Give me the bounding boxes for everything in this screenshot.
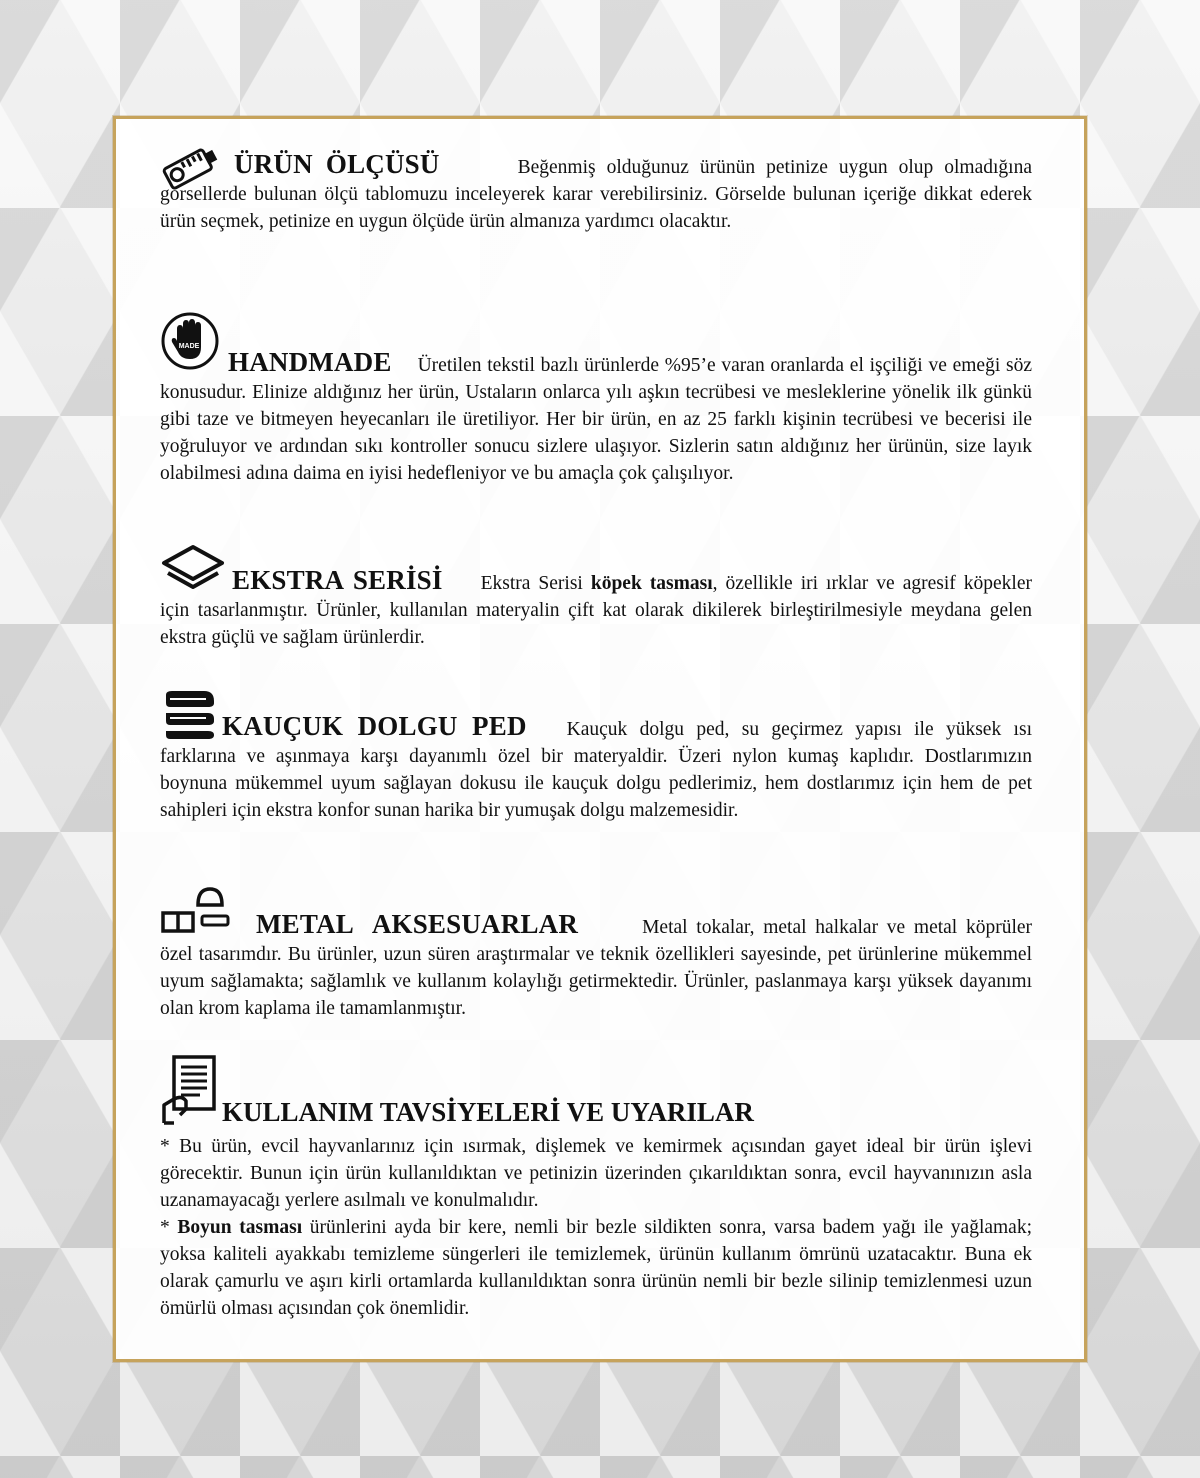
section-text bbox=[160, 687, 1032, 824]
section-ekstra-serisi bbox=[160, 543, 1032, 651]
measuring-tape-icon bbox=[160, 143, 220, 195]
section-body: Beğenmiş olduğunuz ürünün petinize uygun olup olmadığına görsellerde bulunan ölçü tablomuzu inceleyerek karar verebilirsiniz. Görselde bulunan içeriğe dikkat ederek ürün seçmek, petinize en uygun ölçüde ürün almanıza yardımcı olacaktır. bbox=[160, 157, 1032, 232]
section-body: Kauçuk dolgu ped, su geçirmez yapısı ile yüksek ısı farklarına ve aşınmaya karşı dayanımlı özel bir materyaldir. Üzeri nylon kumaş kaplıdır. Dostlarımızın boynuna mükemmel uyum sağlayan dokusu ile kauçuk dolgu pedlerimiz, hem dostlarımız için hem de pet sahipleri için ekstra konfor sunan harika bir yumuşak dolgu malzemesidir. bbox=[160, 719, 1032, 821]
section-text bbox=[160, 311, 1032, 487]
metal-buckle-icon bbox=[160, 885, 234, 937]
section-body: Üretilen tekstil bazlı ürünlerde %95’e varan oranlarda el işçiliği ve emeği söz konusudur. Elinize aldığınız her ürün, Ustaların onlarca yılı aşkın tecrübesi ve mesleklerine yönelik ilk günkü gibi taze ve bitmeyen heyecanları ile üretiliyor. Her bir ürün, en az 25 farklı kişinin tecrübesi ve becerisi ile yoğruluyor ve ardından sıkı kontroller sonucu sizlere ulaşıyor. Sizlerin satın aldığınız her ürünün, size layık olabilmesi adına daima en iyisi hedefleniyor ve bu amaçla çok çalışılıyor. bbox=[160, 355, 1032, 484]
section-heading: METAL AKSESUARLAR bbox=[256, 909, 579, 939]
padding-layers-icon bbox=[160, 687, 218, 741]
section-text bbox=[160, 543, 1032, 651]
usage-bold-term: Boyun tasması bbox=[177, 1217, 303, 1238]
usage-paragraph-2 bbox=[160, 1214, 1032, 1322]
section-heading: KAUÇUK DOLGU PED bbox=[222, 711, 527, 741]
handmade-icon-label: MADE bbox=[178, 343, 200, 350]
section-kaucuk-dolgu-ped bbox=[160, 687, 1032, 824]
info-panel bbox=[113, 116, 1087, 1362]
usage-bullet: * bbox=[160, 1217, 178, 1238]
handmade-hand-icon bbox=[160, 311, 222, 373]
section-handmade bbox=[160, 311, 1032, 487]
section-metal-aksesuarlar bbox=[160, 885, 1032, 1022]
section-heading: ÜRÜN ÖLÇÜSÜ bbox=[234, 149, 440, 179]
section-body bbox=[160, 1133, 1032, 1322]
section-heading: EKSTRA SERİSİ bbox=[232, 565, 443, 595]
section-body-bold: köpek tasması bbox=[590, 573, 713, 594]
section-heading: KULLANIM TAVSİYELERİ VE UYARILAR bbox=[222, 1097, 754, 1127]
document-hand-icon bbox=[160, 1053, 220, 1133]
section-body-start: Ekstra Serisi bbox=[480, 573, 591, 594]
section-heading: HANDMADE bbox=[228, 347, 392, 377]
layers-icon bbox=[160, 543, 226, 595]
usage-paragraph-2-text: ürünlerini ayda bir kere, nemli bir bezle sildikten sonra, varsa badem yağı ile yağlamak; yoksa kaliteli ayakkabı temizleme süngerleri ile temizlemek, ürünün kullanım ömrünü uzatacaktır. Buna ek olarak çamurlu ve aşırı kirli ortamlarda kullanıldıktan sonra ürünün nemli bir bezle silinip temizlenmesi uzun ömürlü olması açısından çok önemlidir. bbox=[160, 1217, 1033, 1319]
usage-paragraph-1: * Bu ürün, evcil hayvanlarınız için ısırmak, dişlemek ve kemirmek açısından gayet ideal bir ürün işlevi görecektir. Bunun için ürün kullanıldıktan ve petinizin üzerinden çıkarıldıktan sonra, evcil hayvanınızın asla uzanamayacağı yerlere asılmalı ve konulmalıdır. bbox=[160, 1136, 1032, 1211]
section-body: Metal tokalar, metal halkalar ve metal köprüler özel tasarımdır. Bu ürünler, uzun süren araştırmalar ve teknik özellikleri sayesinde, pet ürünlerine mükemmel uyum sağlamakta; sağlamlık ve kullanım kolaylığı getirmektedir. Ürünler, paslanmaya karşı yüksek dayanımı olan krom kaplama ile tamamlanmıştır. bbox=[160, 917, 1033, 1019]
section-text bbox=[160, 143, 1032, 235]
section-urun-olcusu bbox=[160, 143, 1032, 235]
section-kullanim-tavsiyeleri bbox=[160, 1053, 1032, 1353]
section-body-end: , özellikle iri ırklar ve agresif köpekler için tasarlanmıştır. Ürünler, kullanılan materyalin çift kat olarak dikilerek birleştirilmesiyle meydana gelen ekstra güçlü ve sağlam ürünlerdir. bbox=[160, 573, 1032, 648]
section-text bbox=[160, 885, 1032, 1022]
